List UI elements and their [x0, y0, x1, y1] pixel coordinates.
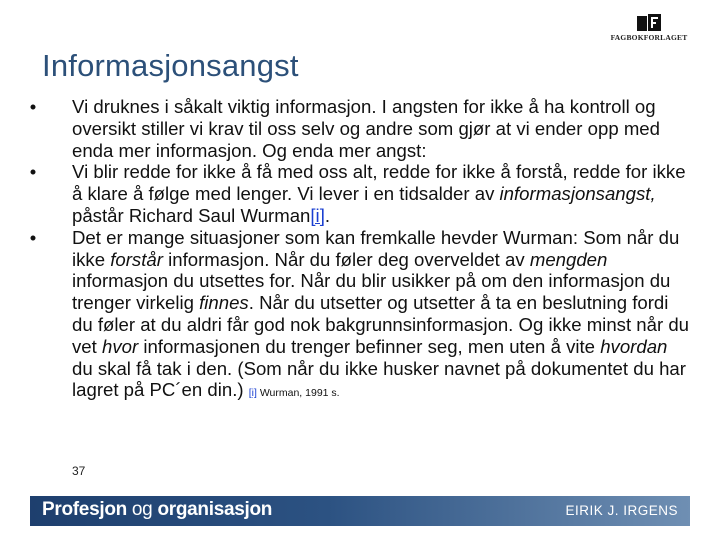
- emphasis-text: hvordan: [600, 335, 668, 357]
- bullet-text: informasjon du utsettes for. Når du blir usikker på om den informasjon du trenger virkelig: [72, 270, 671, 314]
- footnote-text: Wurman, 1991 s.: [256, 387, 340, 400]
- bullet-text: informasjonen du trenger befinner seg, men uten å vite: [138, 335, 601, 357]
- emphasis-text: hvor: [101, 335, 139, 357]
- bullet-text: påstår Richard Saul Wurman: [72, 204, 311, 226]
- bullet-text: Vi blir redde for ikke å få med oss alt, redde for ikke å forstå, redde for ikke å klare å følge med lenger. Vi lever i en tidsalder av: [72, 161, 686, 205]
- footer-bar: [30, 496, 690, 526]
- bullet-list: [26, 96, 690, 405]
- bullet-text: . Når du utsetter og utsetter å ta en beslutning fordi du føler at du aldri får god nok bakgrunnsinformasjon. Og ikke minst når du vet: [72, 292, 690, 357]
- bullet-item: [26, 161, 690, 226]
- emphasis-text: forstår: [110, 248, 163, 270]
- bullet-marker: •: [29, 226, 37, 248]
- slide-number: 37: [72, 464, 86, 478]
- bullet-text: Vi druknes i såkalt viktig informasjon. I angsten for ikke å ha kontroll og oversikt stiller vi krav til oss selv og andre som gjør at vi ender opp med enda mer informasjon. Og enda mer angst:: [72, 96, 660, 161]
- emphasis-text: informasjonsangst,: [499, 183, 656, 205]
- bullet-text: Det er mange situasjoner som kan fremkalle hevder Wurman: Som når du ikke: [72, 226, 680, 270]
- emphasis-text: finnes: [199, 292, 249, 314]
- bullet-text: du skal få tak i den. (Som når du ikke husker navnet på dokumentet du har lagret på PC´en din.): [72, 357, 686, 401]
- publisher-logo: [612, 14, 686, 48]
- footer-course-title: [42, 499, 272, 521]
- bullet-item: [26, 96, 690, 161]
- footer-title-part: og: [126, 499, 158, 520]
- footer-title-part: Profesjon: [42, 499, 127, 520]
- footnote-link[interactable]: [i]: [310, 204, 325, 226]
- bullet-text: informasjon. Når du føler deg overveldet av: [162, 248, 530, 270]
- emphasis-text: mengden: [529, 248, 608, 270]
- footer-title-part: organisasjon: [157, 499, 273, 520]
- footer-author: EIRIK J. IRGENS: [565, 503, 678, 518]
- bullet-marker: •: [29, 161, 37, 183]
- logo-text: FAGBOKFORLAGET: [610, 33, 688, 42]
- bullet-marker: •: [29, 96, 37, 117]
- book-logo-icon: [637, 14, 661, 32]
- bullet-text: .: [324, 204, 331, 226]
- slide-title: Informasjonsangst: [42, 48, 299, 83]
- bullet-item: [26, 227, 690, 405]
- footnote-link[interactable]: [i]: [248, 387, 257, 400]
